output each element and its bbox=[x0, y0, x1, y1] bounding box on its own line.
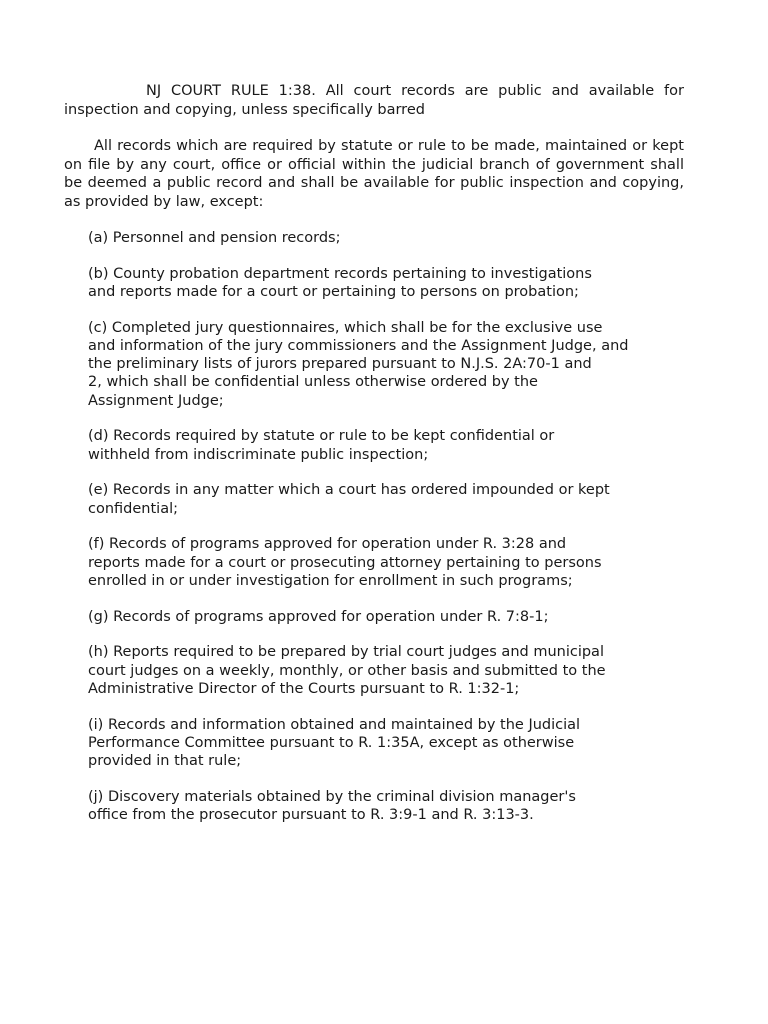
list-item-j: (j) Discovery materials obtained by the criminal division manager's office from the prosecutor pursuant to R. 3:9-1 and R. 3:13-3. bbox=[88, 788, 576, 824]
document-title bbox=[64, 82, 684, 120]
list-item-f: (f) Records of programs approved for operation under R. 3:28 and reports made for a court or prosecuting attorney pertaining to persons enrolled in or under investigation for enrollment in such programs; bbox=[88, 536, 602, 589]
list-item-e: (e) Records in any matter which a court has ordered impounded or kept confidential; bbox=[88, 482, 610, 517]
list-item-i: (i) Records and information obtained and maintained by the Judicial Performance Committee pursuant to R. 1:35A, except as otherwise provided in that rule; bbox=[88, 716, 581, 770]
list-item-a: (a) Personnel and pension records; bbox=[88, 230, 341, 246]
list-item-b: (b) County probation department records pertaining to investigations and reports made for a court or pertaining to persons on probation; bbox=[88, 265, 592, 300]
list-item-g: (g) Records of programs approved for operation under R. 7:8-1; bbox=[88, 608, 549, 625]
intro-paragraph bbox=[64, 137, 684, 211]
exceptions-list bbox=[88, 229, 688, 842]
list-item-h: (h) Reports required to be prepared by trial court judges and municipal court judges on a weekly, monthly, or other basis and submitted to the Administrative Director of the Courts pursuant to R. 1:32-1; bbox=[88, 644, 606, 697]
intro-text: All records which are required by statute or rule to be made, maintained or kept on file by any court, office or official within the judicial branch of government shall be deemed a public record and shall be available for public inspection and copying, as provided by law, except: bbox=[64, 138, 684, 210]
title-text: NJ COURT RULE 1:38. All court records are public and available for inspection and copying, unless specifically barred bbox=[64, 83, 684, 118]
list-item-c: (c) Completed jury questionnaires, which shall be for the exclusive use and information of the jury commissioners and the Assignment Judge, and the preliminary lists of jurors prepared pursuant to N.J.S. 2A:70-1 and 2, which shall be confidential unless otherwise ordered by the Assignment Judge; bbox=[88, 319, 629, 409]
list-item-d: (d) Records required by statute or rule to be kept confidential or withheld from indiscriminate public inspection; bbox=[88, 428, 555, 463]
